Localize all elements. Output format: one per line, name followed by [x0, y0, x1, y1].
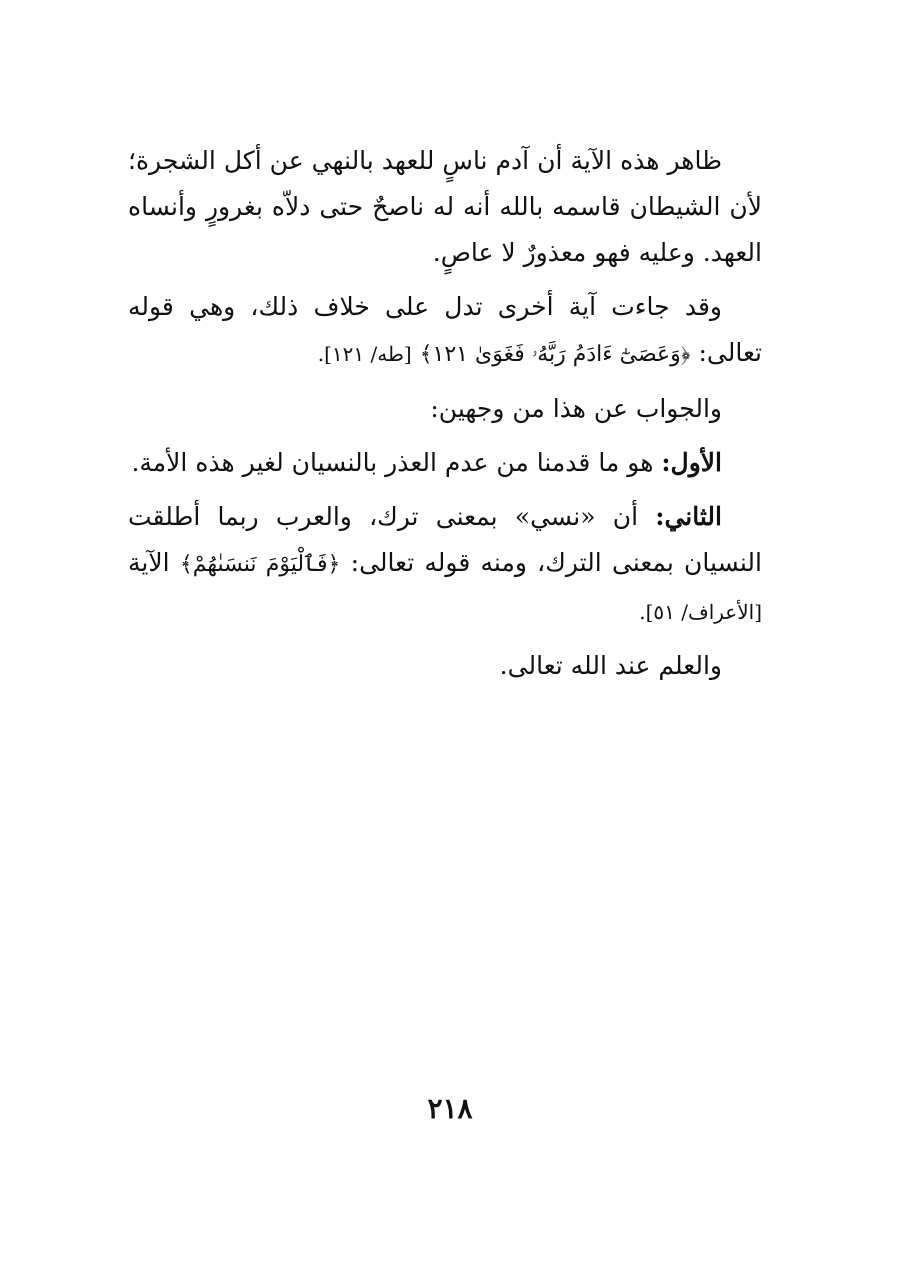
verse-suffix: الآية — [128, 548, 170, 577]
quran-verse: ﴿وَعَصَىٰٓ ءَادَمُ رَبَّهُۥ فَغَوَىٰ ١٢١﴾ — [419, 342, 691, 367]
paragraph-first-answer — [128, 440, 762, 486]
paragraph-text: هو ما قدمنا من عدم العذر بالنسيان لغير هذه الأمة. — [131, 448, 654, 477]
paragraph-text: والجواب عن هذا من وجهين: — [430, 394, 722, 423]
quran-verse: ﴿فَٱلْيَوْمَ نَنسَىٰهُمْ﴾ — [179, 552, 341, 577]
paragraph-second-answer — [128, 494, 762, 635]
paragraph-contrary-verse — [128, 284, 762, 378]
paragraph-text: أن «نسي» بمعنى ترك، والعرب ربما أطلقت النسيان بمعنى الترك، ومنه قوله تعالى: — [128, 502, 762, 577]
second-answer-heading: الثاني: — [655, 502, 722, 531]
first-answer-heading: الأول: — [661, 448, 722, 477]
paragraph-answer-intro — [128, 386, 762, 432]
verse-reference: [الأعراف/ ٥١]. — [639, 600, 762, 624]
paragraph-text: ظاهر هذه الآية أن آدم ناسٍ للعهد بالنهي عن أكل الشجرة؛ لأن الشيطان قاسمه بالله أنه له ناصحٌ حتى دلاّه بغرورٍ وأنساه العهد. وعليه فهو معذورٌ لا عاصٍ. — [128, 146, 762, 267]
paragraph-closing — [128, 643, 762, 689]
paragraph-text: وقد جاءت آية أخرى تدل على خلاف ذلك، وهي قوله تعالى: — [128, 292, 762, 367]
page-body — [128, 138, 762, 697]
verse-reference: [طه/ ١٢١]. — [317, 342, 412, 366]
page-number: ٢١٨ — [427, 1092, 473, 1125]
paragraph-text: والعلم عند الله تعالى. — [499, 651, 722, 680]
paragraph-forgetting-adam — [128, 138, 762, 276]
